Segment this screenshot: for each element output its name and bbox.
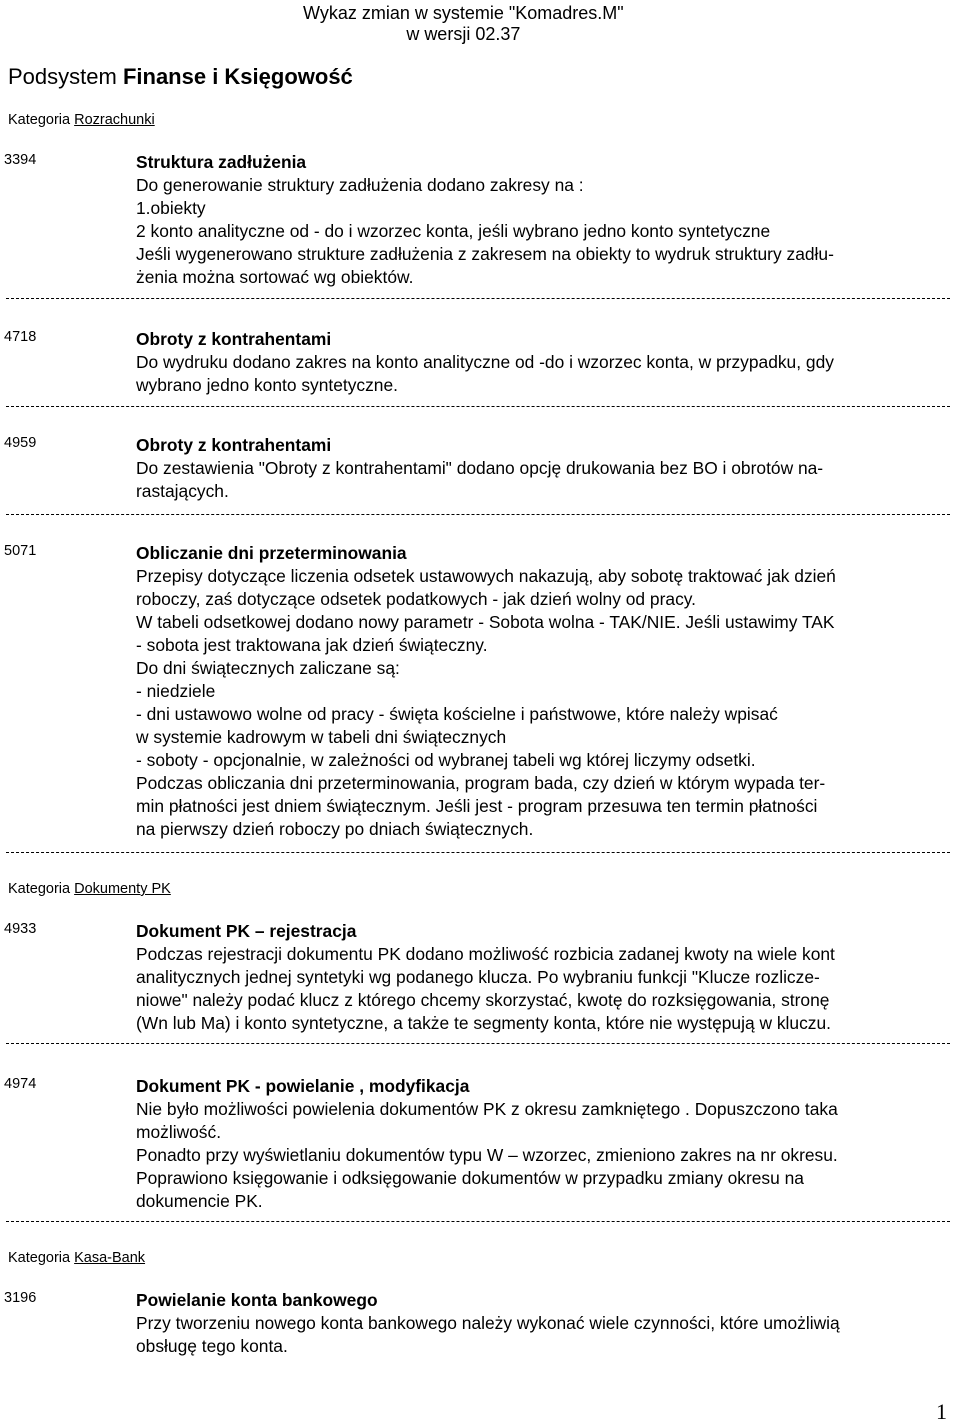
entry-body	[136, 542, 952, 841]
entry-line: Jeśli wygenerowano strukture zadłużenia z zakresem na obiekty to wydruk struktury zadłu-	[136, 244, 834, 264]
entry-line: - niedziele	[136, 681, 216, 701]
entry-line: Podczas rejestracji dokumentu PK dodano możliwość rozbicia zadanej kwoty na wiele kont	[136, 944, 835, 964]
entry-line: możliwość.	[136, 1122, 222, 1142]
entry-title: Obroty z kontrahentami	[136, 329, 332, 349]
entry-line: 1.obiekty	[136, 198, 206, 218]
entry-number: 4718	[4, 329, 37, 345]
entry-title: Obliczanie dni przeterminowania	[136, 543, 407, 563]
entry-title: Powielanie konta bankowego	[136, 1290, 378, 1310]
entry-title: Obroty z kontrahentami	[136, 435, 332, 455]
entry-line: (Wn lub Ma) i konto syntetyczne, a także te segmenty konta, które nie występują w kluczu.	[136, 1013, 831, 1033]
entry-line: wybrano jedno konto syntetyczne.	[136, 375, 398, 395]
entry-line: w systemie kadrowym w tabeli dni świątecznych	[136, 727, 507, 747]
entry-line: na pierwszy dzień roboczy po dniach świątecznych.	[136, 819, 534, 839]
entry-line: Do zestawienia "Obroty z kontrahentami" dodano opcję drukowania bez BO i obrotów na-	[136, 458, 824, 478]
entry-line: Podczas obliczania dni przeterminowania, program bada, czy dzień w którym wypada ter-	[136, 773, 826, 793]
category-prefix: Kategoria	[8, 1250, 71, 1266]
category-heading-kasa-bank	[8, 1249, 145, 1267]
entry-line: Przepisy dotyczące liczenia odsetek ustawowych nakazują, aby sobotę traktować jak dzień	[136, 566, 836, 586]
page-number: 1	[936, 1399, 947, 1424]
category-prefix: Kategoria	[8, 881, 71, 897]
entry-line: Przy tworzeniu nowego konta bankowego należy wykonać wiele czynności, które umożliwią	[136, 1313, 840, 1333]
entry-number: 4959	[4, 435, 37, 451]
entry-line: min płatności jest dniem świątecznym. Jeśli jest - program przesuwa ten termin płatności	[136, 796, 818, 816]
entry-title: Dokument PK – rejestracja	[136, 921, 357, 941]
entry-line: Do dni świątecznych zaliczane są:	[136, 658, 400, 678]
entry-line: Nie było możliwości powielenia dokumentów PK z okresu zamkniętego . Dopuszczono taka	[136, 1099, 838, 1119]
entry-line: - dni ustawowo wolne od pracy - święta kościelne i państwowe, które należy wpisać	[136, 704, 778, 724]
entry-line: - soboty - opcjonalnie, w zależności od wybranej tabeli wg której liczymy odsetki.	[136, 750, 756, 770]
entry-line: niowe" należy podać klucz z którego chcemy skorzystać, kwotę do rozksięgowania, stronę	[136, 990, 830, 1010]
header-title: Wykaz zmian w systemie "Komadres.M"	[303, 3, 624, 23]
entry-line: obsługę tego konta.	[136, 1336, 288, 1356]
category-heading-dokumenty-pk	[8, 880, 171, 898]
entry-number: 4974	[4, 1076, 37, 1092]
entry-line: dokumencie PK.	[136, 1191, 263, 1211]
entry-title: Struktura zadłużenia	[136, 152, 307, 172]
entry-line: 2 konto analityczne od - do i wzorzec konta, jeśli wybrano jedno konto syntetyczne	[136, 221, 771, 241]
entry-separator	[6, 406, 950, 407]
entry-number: 4933	[4, 921, 37, 937]
category-heading-rozrachunki	[8, 111, 155, 129]
category-link-kasa-bank[interactable]: Kasa-Bank	[74, 1250, 146, 1266]
entry-separator	[6, 298, 950, 299]
entry-line: żenia można sortować wg obiektów.	[136, 267, 414, 287]
document-header	[303, 3, 624, 45]
entry-body	[136, 1289, 952, 1358]
entry-title: Dokument PK - powielanie , modyfikacja	[136, 1076, 470, 1096]
category-link-rozrachunki[interactable]: Rozrachunki	[74, 112, 155, 128]
entry-number: 3196	[4, 1290, 37, 1306]
entry-body	[136, 151, 952, 289]
subsystem-name: Finanse i Księgowość	[122, 64, 353, 89]
entry-line: Do wydruku dodano zakres na konto analityczne od -do i wzorzec konta, w przypadku, gdy	[136, 352, 834, 372]
subsystem-heading	[8, 64, 353, 90]
entry-line: roboczy, zaś dotyczące odsetek podatkowych - jak dzień wolny od pracy.	[136, 589, 696, 609]
entry-line: Ponadto przy wyświetlaniu dokumentów typu W – wzorzec, zmieniono zakres na nr okresu.	[136, 1145, 838, 1165]
entry-separator	[6, 1221, 950, 1222]
entry-separator	[6, 852, 950, 853]
entry-line: rastających.	[136, 481, 229, 501]
entry-number: 3394	[4, 152, 37, 168]
entry-body	[136, 1075, 952, 1213]
entry-line: - sobota jest traktowana jak dzień świąteczny.	[136, 635, 488, 655]
entry-number: 5071	[4, 543, 37, 559]
entry-line: analitycznych jednej syntetyki wg podanego klucza. Po wybraniu funkcji "Klucze rozlicze-	[136, 967, 820, 987]
entry-body	[136, 434, 952, 503]
entry-separator	[6, 514, 950, 515]
entry-line: Poprawiono księgowanie i odksięgowanie dokumentów w przypadku zmiany okresu na	[136, 1168, 804, 1188]
entry-line: Do generowanie struktury zadłużenia dodano zakresy na :	[136, 175, 584, 195]
entry-separator	[6, 1043, 950, 1044]
entry-line: W tabeli odsetkowej dodano nowy parametr - Sobota wolna - TAK/NIE. Jeśli ustawimy TAK	[136, 612, 835, 632]
entry-body	[136, 328, 952, 397]
header-version: w wersji 02.37	[406, 24, 521, 44]
subsystem-prefix: Podsystem	[8, 64, 117, 89]
category-link-dokumenty-pk[interactable]: Dokumenty PK	[74, 881, 171, 897]
category-prefix: Kategoria	[8, 112, 71, 128]
entry-body	[136, 920, 952, 1035]
